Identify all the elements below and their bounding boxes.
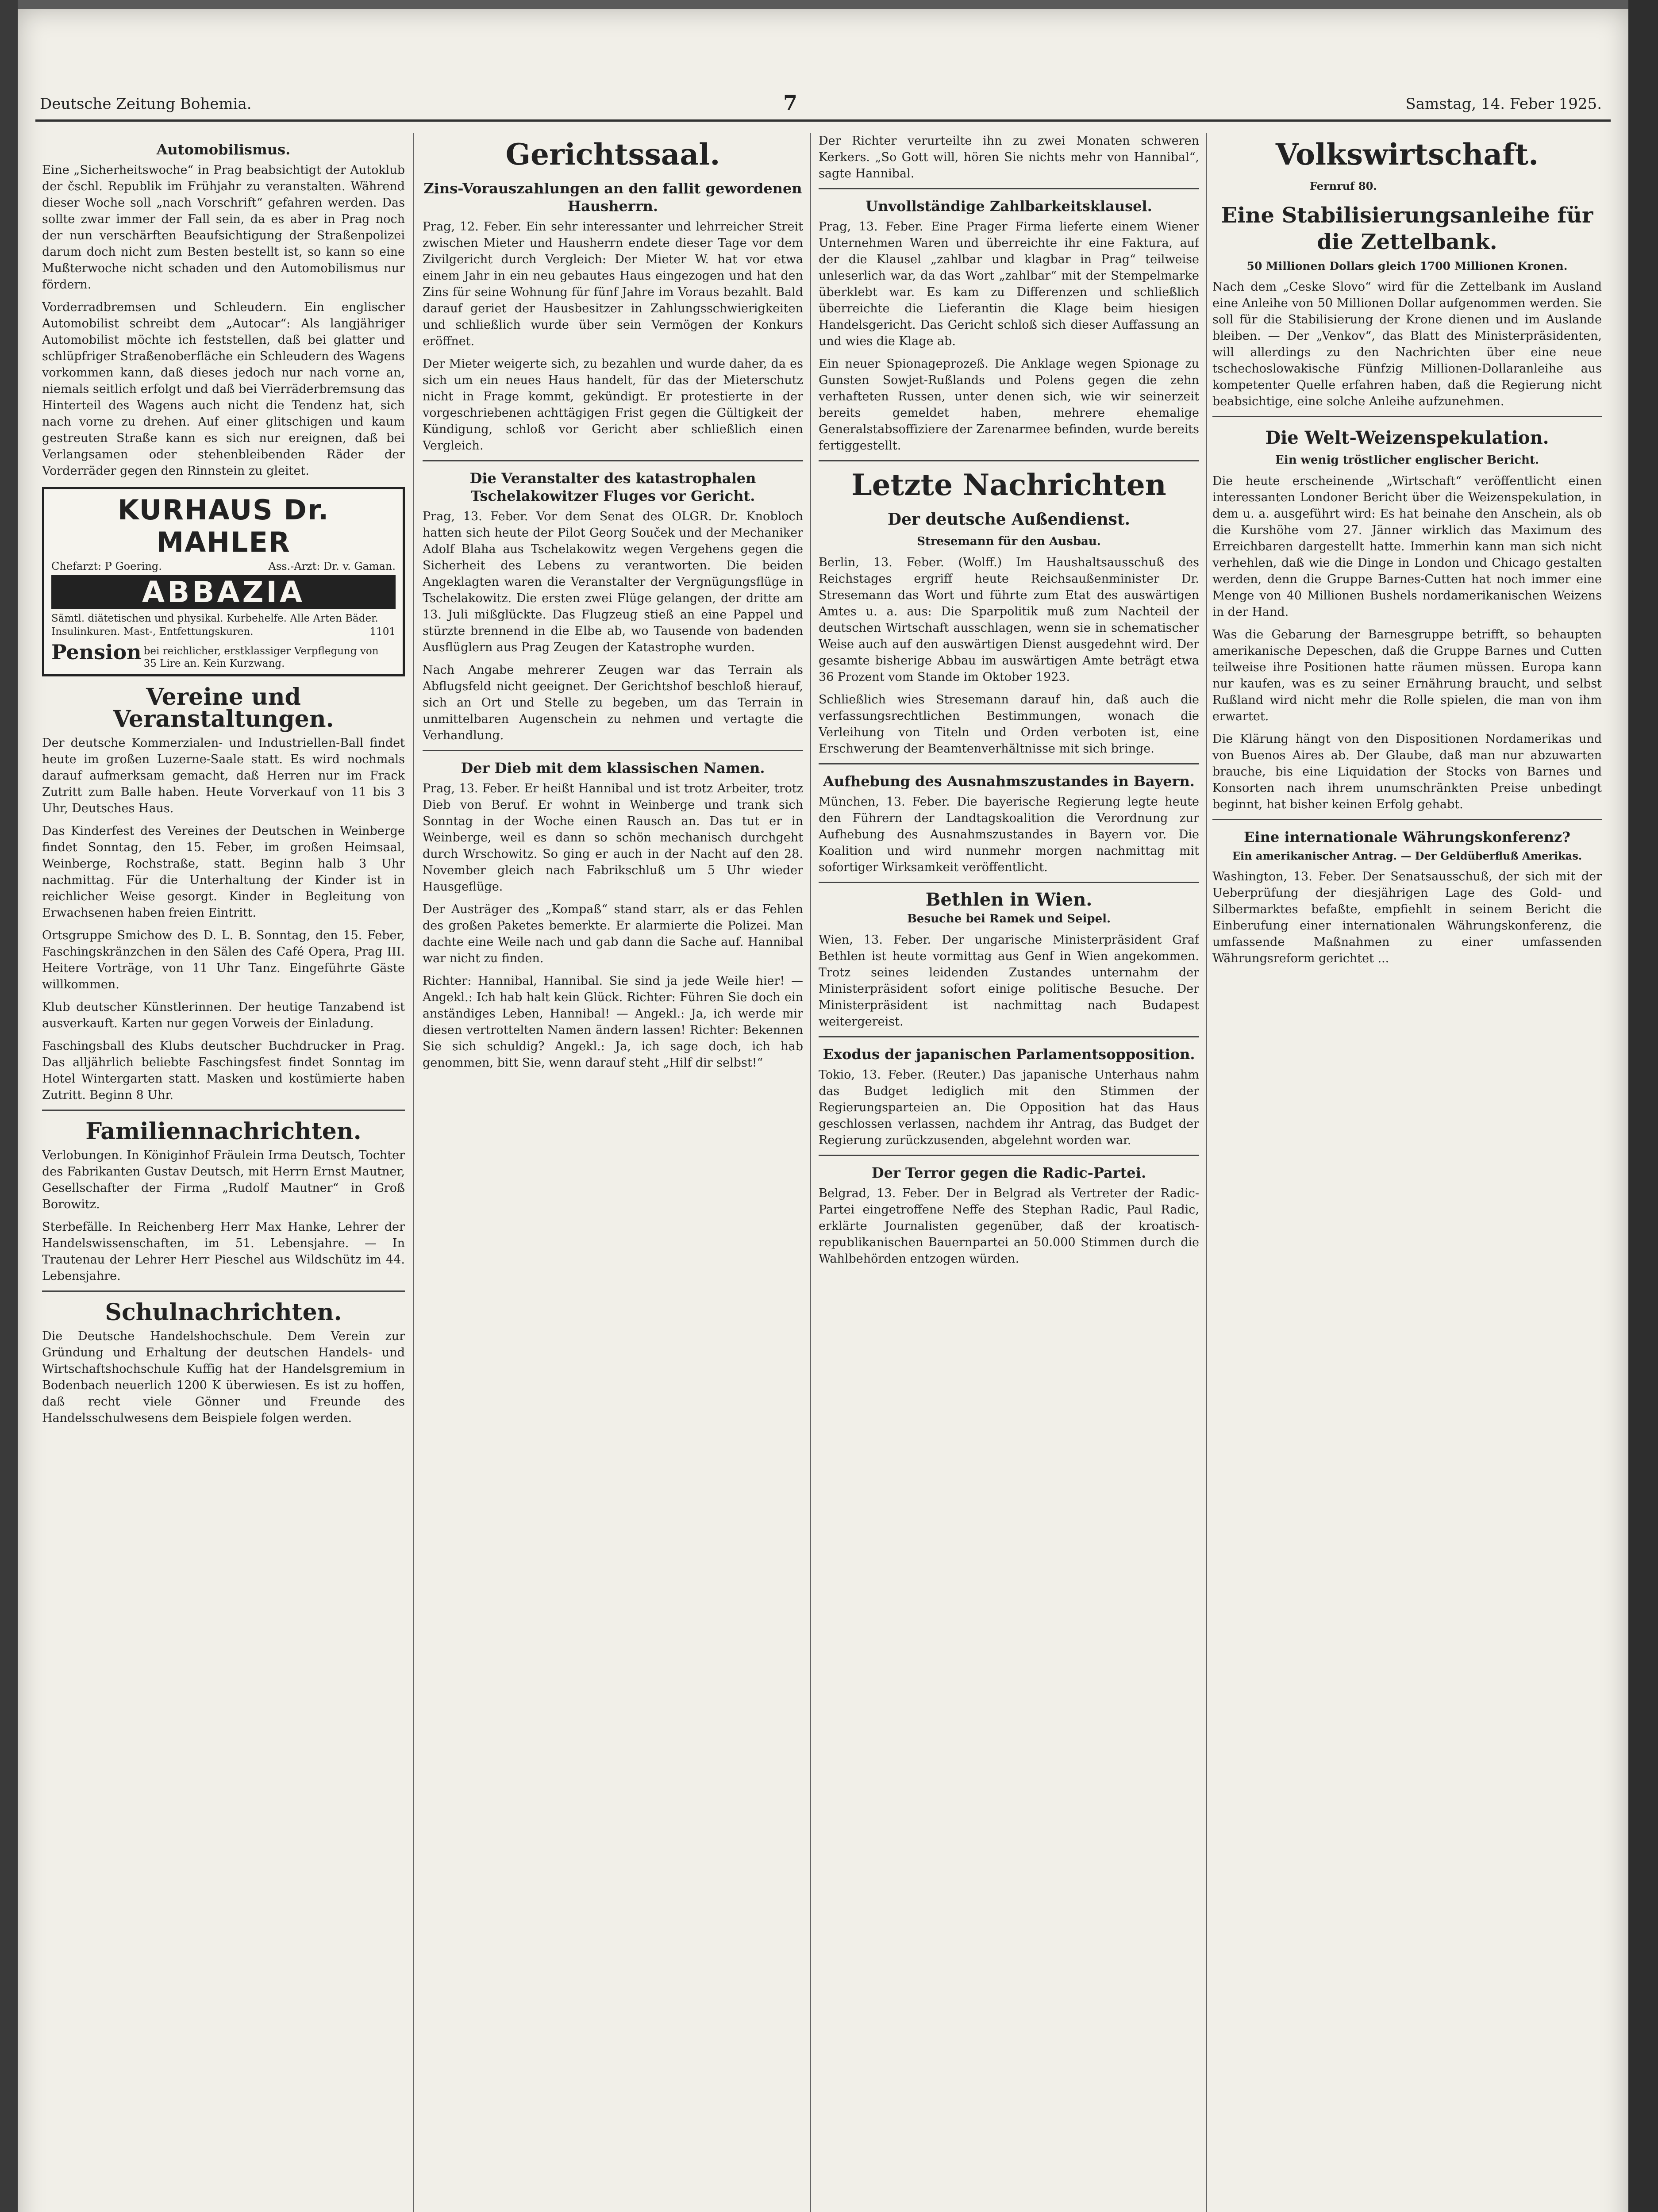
article-text: Der deutsche Kommerzialen- und Industriellen-Ball findet heute im großen Luzerne-Saale statt. Es wird nochmals darauf aufmerksam gemacht, daß Herren nur im Frack Zutritt zum Balle haben. Heute Vorverkauf von 11 bis 3 Uhr, Deutsches Haus. xyxy=(42,736,405,815)
article-text: München, 13. Feber. Die bayerische Regierung legte heute den Führern der Landtagskoalition die Verordnung zur Aufhebung des Ausnahmszustandes in Bayern vor. Die Koalition und wird nunmehr morgen nachmittag mit sofortiger Wirksamkeit veröffentlicht. xyxy=(819,795,1199,874)
article-text: Belgrad, 13. Feber. Der in Belgrad als Vertreter der Radic-Partei eingetroffene Neffe des Stephan Radic, Paul Radic, erklärte Journalisten gegenüber, daß der kroatisch-republikanischen Bauernpartei an 50.000 Stimmen durch die Wahlbehörden entzogen würden. xyxy=(819,1187,1199,1266)
section-rule xyxy=(819,763,1199,764)
article-text: Sterbefälle. In Reichenberg Herr Max Hanke, Lehrer der Handelswissenschaften, im 51. Lebensjahre. — In Trautenau der Lehrer Herr Pieschel aus Wildschütz im 44. Lebensjahre. xyxy=(42,1220,405,1283)
article-text: Prag, 13. Feber. Eine Prager Firma lieferte einem Wiener Unternehmen Waren und überreichte ihr eine Faktura, auf der die Klausel „zahlbar und klagbar in Prag“ teilweise unleserlich war, da das Wort „zahlbar“ mit der Stempelmarke überklebt war. Es kam zu Differenzen und schließlich überreichte die Lieferantin die Klage beim hiesigen Handelsgericht. Das Gericht schloß sich dieser Auffassung an und wies die Klage ab. xyxy=(819,220,1199,348)
article-title: Aufhebung des Ausnahmszustandes in Bayern. xyxy=(823,773,1195,790)
article-text: Tokio, 13. Feber. (Reuter.) Das japanische Unterhaus nahm das Budget lediglich mit den Stimmen der Regierungsparteien an. Die Opposition hat das Haus geschlossen verlassen, nachdem ihr Antrag, das Budget der Regierung zurückzusenden, abgelehnt worden war. xyxy=(819,1068,1199,1147)
article-title: Exodus der japanischen Parlamentsopposition. xyxy=(823,1046,1195,1063)
article-title: Der Dieb mit dem klassischen Namen. xyxy=(461,760,765,776)
article-text: Schließlich wies Stresemann darauf hin, daß auch die verfassungsrechtlichen Bestimmungen, wonach die Verleihung von Titeln und Orden verboten ist, eine Erschwerung der Beamtenverhältnisse mit sich bringe. xyxy=(819,693,1199,756)
article-text: Faschingsball des Klubs deutscher Buchdrucker in Prag. Das alljährlich beliebte Faschingsfest findet Sonntag im Hotel Wintergarten statt. Masken und kostümierte haben Zutritt. Beginn 8 Uhr. xyxy=(42,1039,405,1102)
article-title: Der Terror gegen die Radic-Partei. xyxy=(871,1164,1146,1181)
article-text: Ein neuer Spionageprozeß. Die Anklage wegen Spionage zu Gunsten Sowjet-Rußlands und Polens gegen die zehn verhafteten Russen, unter denen sich, wie wir seinerzeit bereits gemeldet haben, mehrere ehemalige Generalstabsoffiziere der Zarenarmee befinden, wurde bereits fertiggestellt. xyxy=(819,357,1199,453)
ad-pension-label: Pension xyxy=(51,640,142,664)
section-heading-vereine: Vereine und Veranstaltungen. xyxy=(113,683,334,733)
article-text: Washington, 13. Feber. Der Senatsausschuß, der sich mit der Ueberprüfung der diesjährigen Lage des Gold- und Silbermarktes befaßte, empfiehlt in seinem Bericht die Einberufung einer internationalen Währungskonferenz, die umfassende Maßnahmen zu einer umfassenden Währungsreform gerichtet ... xyxy=(1212,870,1602,965)
ad-title: KURHAUS Dr. MAHLER xyxy=(117,494,330,558)
section-rule xyxy=(423,460,803,461)
section-rule xyxy=(1212,416,1602,417)
header-rule xyxy=(35,119,1611,122)
page-header xyxy=(31,91,1615,117)
article-text: Die heute erscheinende „Wirtschaft“ veröffentlicht einen interessanten Londoner Bericht über die Weizenspekulation, in dem u. a. ausgeführt wird: Es hat beinahe den Anschein, als ob die Kurshöhe vom 27. Jänner wirklich das Maximum des Erreichbaren dargestellt hatte. Immerhin kann man sich nicht verhehlen, daß wie die Dinge in London und Chicago gestalten werden, denn die Gruppe Barnes-Cutten hat noch immer eine Menge von 40 Millionen Bushels nordamerikanischen Weizens in der Hand. xyxy=(1212,474,1602,619)
section-heading-volkswirtschaft: Volkswirtschaft. xyxy=(1275,137,1539,172)
article-subtitle: Ein wenig tröstlicher englischer Bericht. xyxy=(1275,453,1539,467)
ad-staff xyxy=(51,560,396,572)
article-title: Bethlen in Wien. xyxy=(925,889,1093,910)
article-title: Die Veranstalter des katastrophalen Tschelakowitzer Fluges vor Gericht. xyxy=(469,470,756,504)
column-2 xyxy=(423,133,803,2212)
ad-chief-doctor: Chefarzt: P Goering. xyxy=(51,560,162,572)
paper-name: Deutsche Zeitung Bohemia. xyxy=(40,95,252,113)
section-rule xyxy=(819,1036,1199,1037)
article-text: Prag, 13. Feber. Er heißt Hannibal und ist trotz Arbeiter, trotz Dieb von Beruf. Er wohnt in Weinberge und trank sich Sonntag in der Woche einen Rausch an. Das tut er in Weinberge, weil es dann so schön mechanisch durchgeht durch Wrschowitz. So ging er auch in der Nacht auf den 28. November gleich nach Fabrikschluß um 5 Uhr wieder Hausgeflüge. xyxy=(423,782,803,894)
advertisement-kurhaus xyxy=(42,487,405,676)
section-rule xyxy=(819,460,1199,461)
section-heading-letzte-nachrichten: Letzte Nachrichten xyxy=(851,468,1166,502)
article-title: Eine Stabilisierungsanleihe für die Zettelbank. xyxy=(1221,203,1593,254)
article-text: Berlin, 13. Feber. (Wolff.) Im Haushaltsausschuß des Reichstages ergriff heute Reichsaußenminister Dr. Stresemann das Wort und führte zum Etat des auswärtigen Amtes u. a. aus: Die Sparpolitik muß zum Nachteil der deutschen Wirtschaft ausschlagen, wenn sie in schematischer Weise auch auf den auswärtigen Dienst ausgedehnt wird. Der gesamte bisherige Abbau im auswärtigen Amte beträgt etwa 36 Prozent vom Stande im Oktober 1923. xyxy=(819,556,1199,684)
article-text: Verlobungen. In Königinhof Fräulein Irma Deutsch, Tochter des Fabrikanten Gustav Deutsch, mit Herrn Ernst Mautner, Gesellschafter der Firma „Rudolf Mautner“ in Groß Borowitz. xyxy=(42,1148,405,1211)
article-text: Was die Gebarung der Barnesgruppe betrifft, so behaupten amerikanische Depeschen, daß die Gruppe Barnes und Cutten teilweise ihre Positionen hatte räumen müssen. Europa kann nur kaufen, was es zu seiner Ernährung braucht, und selbst Rußland wird nicht mehr die Rolle spielen, die man von ihm erwartet. xyxy=(1212,628,1602,723)
article-title: Eine internationale Währungskonferenz? xyxy=(1244,829,1570,845)
column-divider xyxy=(1206,133,1207,2212)
section-rule xyxy=(1212,819,1602,820)
column-3 xyxy=(819,133,1199,2212)
column-divider xyxy=(810,133,811,2212)
article-title: Zins-Vorauszahlungen an den fallit gewordenen Hausherrn. xyxy=(423,180,802,215)
article-title: Die Welt-Weizenspekulation. xyxy=(1265,427,1549,448)
article-text: Nach dem „Ceske Slovo“ wird für die Zettelbank im Ausland eine Anleihe von 50 Millionen Dollar aufgenommen werden. Sie soll für die Stabilisierung der Krone dienen und im Auslande bleiben. — Der „Venkov“, das Blatt des Ministerpräsidenten, will allerdings zu den Nachrichten über eine neue tschechoslowakische Fünfzig Millionen-Dollaranleihe aus kompetenter Quelle erfahren haben, daß die Regierung nicht beabsichtige, eine solche Anleihe aufzunehmen. xyxy=(1212,280,1602,408)
article-text: Richter: Hannibal, Hannibal. Sie sind ja jede Weile hier! — Angekl.: Ich hab halt kein Glück. Richter: Führen Sie doch ein anständiges Leben, Hannibal! — Angekl.: Ja, ich werde mir diesen vertrottelten Namen ändern lassen! Richter: Bekennen Sie sich schuldig? Angekl.: Ja, ich sage doch, ich hab genommen, bitt Sie, wenn darauf steht „Hilf dir selbst!“ xyxy=(423,974,803,1070)
article-text: Die Deutsche Handelshochschule. Dem Verein zur Gründung und Erhaltung der deutschen Handels- und Wirtschaftshochschule Kuffig hat der Handelsgremium in Bodenbach neuerlich 1200 K überwiesen. Es ist zu hoffen, daß recht viele Gönner und Freunde des Handelsschulwesens dem Beispiele folgen werden. xyxy=(42,1329,405,1425)
ad-pension-text: bei reichlicher, erstklassiger Verpflegung von 35 Lire an. Kein Kurzwang. xyxy=(143,645,379,669)
section-rule xyxy=(819,188,1199,189)
section-heading-schul: Schulnachrichten. xyxy=(105,1298,342,1326)
section-heading-familien: Familiennachrichten. xyxy=(85,1118,362,1145)
article-subtitle: Besuche bei Ramek und Seipel. xyxy=(907,912,1111,926)
section-rule xyxy=(42,1110,405,1111)
article-text: Prag, 13. Feber. Vor dem Senat des OLGR. Dr. Knobloch hatten sich heute der Pilot Georg Souček und der Mechaniker Adolf Blaha aus Tschelakowitz wegen Vergehens gegen die Sicherheit des Lebens zu verantworten. Die beiden Angeklagten waren die Veranstalter der Vergnügungsflüge in Tschelakowitz. Die ersten zwei Flüge gelangen, der dritte am 13. Juli mißglückte. Das Flugzeug stieß an eine Pappel und stürzte brennend in die Elbe ab, wo Tausende von badenden Ausflüglern aus Prag Zeugen der Katastrophe wurden. xyxy=(423,510,803,654)
article-text: Das Kinderfest des Vereines der Deutschen in Weinberge findet Sonntag, den 15. Feber, im großen Heimsaal, Weinberge, Rochstraße, statt. Beginn halb 3 Uhr nachmittag. Für die Unterhaltung der Kinder ist in reichlicher Weise gesorgt. Kinder in Begleitung von Erwachsenen haben freien Eintritt. xyxy=(42,824,405,920)
scan-left-edge xyxy=(0,0,18,2212)
ad-assistant-doctor: Ass.-Arzt: Dr. v. Gaman. xyxy=(268,560,396,572)
article-text: Die Klärung hängt von den Dispositionen Nordamerikas und von Buenos Aires ab. Der Glaube, daß man nur abzuwarten brauche, bis eine Liquidation der Stocks von Barnes und Konsorten nach ihrem unumschränkten Preise unbedingt beginnt, hat bisher keinen Erfolg gehabt. xyxy=(1212,732,1602,811)
section-heading-automobilismus: Automobilismus. xyxy=(156,141,291,158)
article-text: Nach Angabe mehrerer Zeugen war das Terrain als Abflugsfeld nicht geeignet. Der Gerichtshof beschloß hierauf, sich an Ort und Stelle zu begeben, um das Terrain in unmittelbaren Augenschein zu nehmen und vertagte die Verhandlung. xyxy=(423,663,803,742)
ad-phone: 1101 xyxy=(369,626,396,637)
article-text: Ortsgruppe Smichow des D. L. B. Sonntag, den 15. Feber, Faschingskränzchen in den Sälen des Café Opera, Prag III. Heitere Vorträge, von 11 Uhr Tanz. Eingeführte Gäste willkommen. xyxy=(42,928,405,991)
column-1 xyxy=(42,133,405,2212)
section-rule xyxy=(42,1290,405,1292)
article-text: Der Richter verurteilte ihn zu zwei Monaten schweren Kerkers. „So Gott will, hören Sie nichts mehr von Hannibal“, sagte Hannibal. xyxy=(819,134,1199,180)
page-number: 7 xyxy=(783,91,798,115)
article-text: Wien, 13. Feber. Der ungarische Ministerpräsident Graf Bethlen ist heute vormittag aus Genf in Wien angekommen. Trotz seines leidenden Zustandes unternahm der Ministerpräsident sofort einige politische Besuche. Der Ministerpräsident ist nachmittag nach Budapest weitergereist. xyxy=(819,933,1199,1029)
article-text: Klub deutscher Künstlerinnen. Der heutige Tanzabend ist ausverkauft. Karten nur gegen Vorweis der Einladung. xyxy=(42,1000,405,1030)
section-rule xyxy=(423,750,803,751)
column-divider xyxy=(413,133,414,2212)
article-text: Der Austräger des „Kompaß“ stand starr, als er das Fehlen des großen Paketes bemerkte. Er alarmierte die Polizei. Man dachte eine Weile nach und gab dann die Sache auf. Hannibal war nicht zu finden. xyxy=(423,902,803,965)
article-title: Der deutsche Außendienst. xyxy=(887,510,1131,529)
section-rule xyxy=(819,882,1199,883)
article-subtitle: Stresemann für den Ausbau. xyxy=(917,535,1101,548)
issue-date: Samstag, 14. Feber 1925. xyxy=(1405,95,1602,113)
article-text: Vorderradbremsen und Schleudern. Ein englischer Automobilist schreibt dem „Autocar“: Als langjähriger Automobilist möchte ich feststellen, daß bei glatter und schlüpfriger Straßenoberfläche ein Schleudern des Wagens vorkommen kann, daß dieses jedoch nur nach vorne an, niemals seitlich erfolgt und daß bei Vierräderbremsung das Hinterteil des Wagens auch nicht die Tendenz hat, sich nach vorne zu drehen. Auf einer glitschigen und kaum gestreuten Straße kann es sich nur ereignen, daß bei Verlangsamen oder stehenbleibenden Räder der Vorderräder gegen den Rinnstein zu gleitet. xyxy=(42,300,405,478)
scan-right-edge xyxy=(1628,0,1658,2212)
article-text: Der Mieter weigerte sich, zu bezahlen und wurde daher, da es sich um ein neues Haus handelt, für das der Mieterschutz nicht in Frage kommt, gekündigt. Er protestierte in der vorgeschriebenen achttägigen Frist gegen die Gültigkeit der Kündigung, schloß vor Gericht aber schließlich einen Vergleich. xyxy=(423,357,803,453)
article-title: Unvollständige Zahlbarkeitsklausel. xyxy=(866,198,1152,215)
article-subtitle: Ein amerikanischer Antrag. — Der Geldüberfluß Amerikas. xyxy=(1232,849,1582,862)
article-text: Prag, 12. Feber. Ein sehr interessanter und lehrreicher Streit zwischen Mieter und Hausherrn endete dieser Tage vor dem Zivilgericht durch Vergleich: Der Mieter W. hat vor etwa einem Jahr in ein neu gebautes Haus eingezogen und hat den Zins für seine Wohnung für fünf Jahre im Voraus bezahlt. Bald darauf geriet der Hausbesitzer in Zahlungsschwierigkeiten und schließlich wurde über sein Vermögen der Konkurs eröffnet. xyxy=(423,220,803,348)
ad-place: ABBAZIA xyxy=(51,575,396,609)
phone-number: Fernruf 80. xyxy=(1310,180,1377,192)
newspaper-page xyxy=(18,9,1628,2212)
article-subtitle: 50 Millionen Dollars gleich 1700 Millionen Kronen. xyxy=(1246,260,1568,273)
section-rule xyxy=(819,1155,1199,1156)
article-text: Eine „Sicherheitswoche“ in Prag beabsichtigt der Autoklub der čschl. Republik im Frühjahr zu veranstalten. Während dieser Woche soll „nach Vorschrift“ gefahren werden. Das sollte zwar immer der Fall sein, da es aber in Prag noch der nun verschärften Beaufsichtigung der Straßenpolizei darum doch nicht zum Besten bestellt ist, so kann so eine Mußterwoche nicht schaden und den Automobilismus nur fördern. xyxy=(42,163,405,292)
column-4 xyxy=(1212,133,1602,2212)
ad-details: Sämtl. diätetischen und physikal. Kurbehelfe. Alle Arten Bäder. Insulinkuren. Mast-, Entfettungskuren. 1101 xyxy=(51,613,396,637)
section-heading-gerichtssaal: Gerichtssaal. xyxy=(505,137,720,172)
